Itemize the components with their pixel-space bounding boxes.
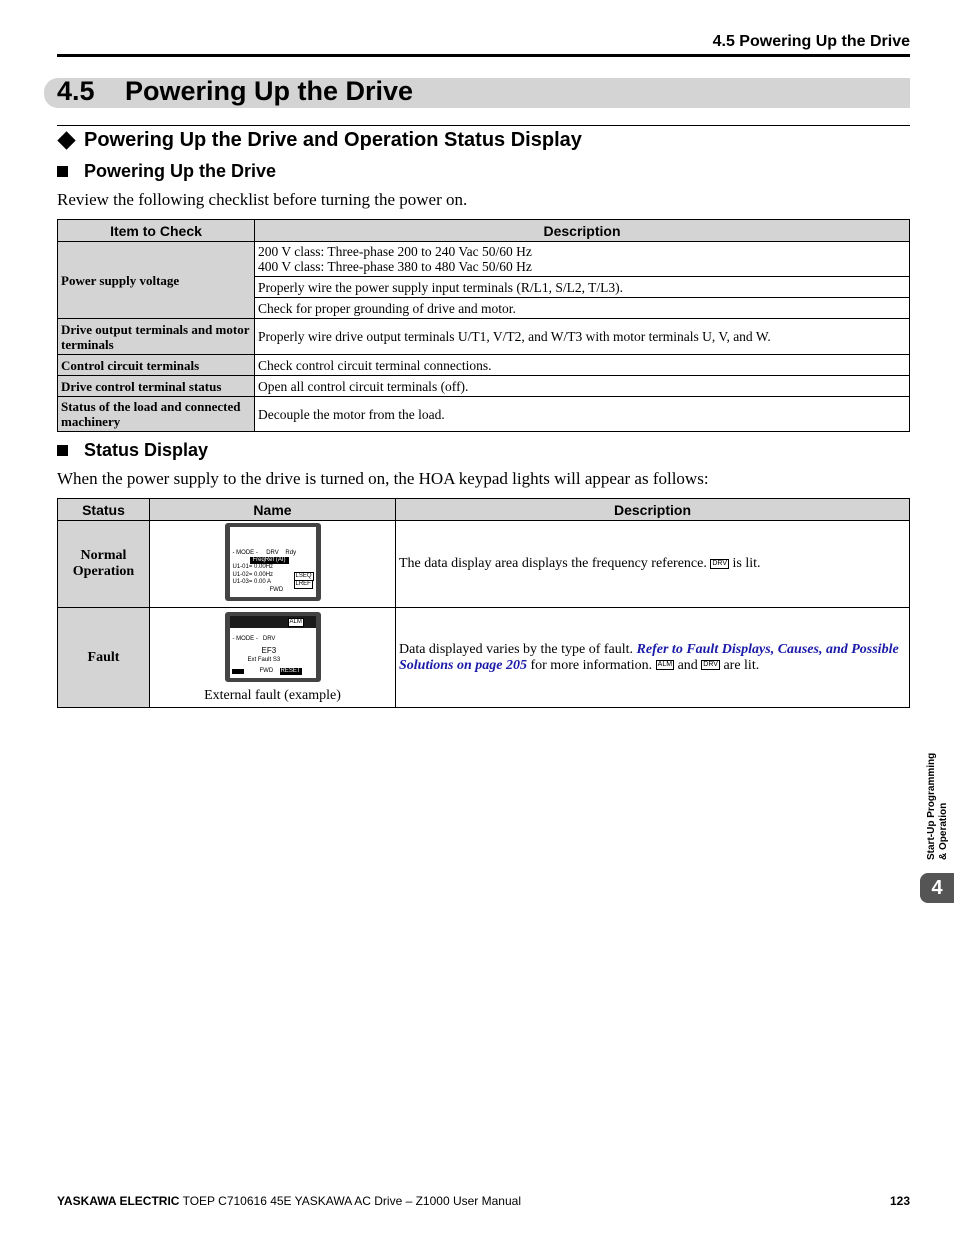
lcd-alm-tag: ALM [289,618,302,625]
description-cell: Check control circuit terminal connections. [255,355,910,376]
name-cell [150,521,396,608]
description-cell: Open all control circuit terminals (off). [255,376,910,397]
subsection-title: Powering Up the Drive [84,161,277,181]
table-row [58,242,910,277]
item-cell: Status of the load and connected machinery [58,397,255,432]
table-row [58,397,910,432]
voltage-200v-line: 200 V class: Three-phase 200 to 240 Vac 50/60 Hz [258,244,532,259]
lcd-freqref-line: FreqRef (AI) [250,557,289,564]
name-cell [150,608,396,708]
fault-displays-link[interactable]: Refer to Fault Displays, Causes, and Possible Solutions on page 205 [399,641,899,673]
chapter-title-text: Powering Up the Drive [125,76,414,106]
table-row [58,521,910,608]
lcd-u101-line: U1-01= 0.00Hz [232,564,274,570]
lcd-screen [230,527,316,597]
alm-indicator-icon: ALM [657,661,673,669]
normal-desc-text: The data display area displays the frequency reference. [399,556,707,571]
voltage-400v-line: 400 V class: Three-phase 380 to 480 Vac 50/60 Hz [258,259,532,274]
subsection-title: Status Display [84,440,209,460]
fault-desc-mid: for more information. [530,657,653,673]
item-cell: Power supply voltage [58,242,255,319]
description-cell [396,608,910,708]
table-row [58,608,910,708]
description-cell: Decouple the motor from the load. [255,397,910,432]
lcd-screen [230,616,316,678]
description-cell [396,521,910,608]
page-number: 123 [889,1194,910,1208]
column-header: Status [58,499,150,521]
fault-desc-text: Data displayed varies by the type of fault. [399,641,634,657]
column-header: Description [255,220,910,242]
drv-indicator-icon: DRV [703,661,718,669]
table-row [58,355,910,376]
lcd-u102-line: U1-02= 0.00Hz [232,572,274,578]
chapter-rule [57,125,910,126]
item-cell: Control circuit terminals [58,355,255,376]
diamond-bullet-icon [57,131,75,149]
lcd-fault-code: EF3 [261,645,277,655]
footer-doc-title: TOEP C710616 45E YASKAWA AC Drive – Z1000 User Manual [182,1194,521,1208]
fault-desc-suffix: are lit. [723,657,760,673]
column-header: Description [396,499,910,521]
section-title: Powering Up the Drive and Operation Status Display [84,129,582,151]
table-row [58,319,910,355]
status-cell: Fault [58,608,150,708]
header-rule [57,54,910,57]
lcd-mode-line [233,550,297,557]
table-row [58,376,910,397]
square-bullet-icon [57,445,68,456]
column-header: Item to Check [58,220,255,242]
column-header: Name [150,499,396,521]
lcd-softkey-bar [232,669,244,674]
status-display-table [57,498,910,708]
side-tab-label [926,753,950,860]
chapter-number-tab[interactable]: 4 [920,873,954,903]
status-cell: Normal Operation [58,521,150,608]
description-cell: Properly wire the power supply input terminals (R/L1, S/L2, T/L3). [255,277,910,298]
fault-desc-and: and [677,657,698,673]
lcd-fwd-label: FWD [269,587,284,593]
item-cell: Drive output terminals and motor terminals [58,319,255,355]
normal-desc-suffix: is lit. [732,556,761,571]
footer-document-info [57,1194,521,1208]
drv-indicator-icon: DRV [712,559,727,567]
lcd-fault-text: Ext Fault S3 [247,656,281,663]
lcd-lseq-tag: LSEQ [295,573,312,579]
table-header-row [58,499,910,521]
chapter-number: 4.5 [57,76,95,106]
subsection-heading-status [57,440,208,461]
lcd-fwd-label: FWD [259,667,274,674]
square-bullet-icon [57,166,68,177]
footer-brand: YASKAWA ELECTRIC [57,1194,180,1208]
running-header: 4.5 Powering Up the Drive [712,33,910,50]
table-header-row [58,220,910,242]
keypad-lcd-fault [225,612,321,682]
checklist-intro: Review the following checklist before turning the power on. [57,190,468,209]
lcd-u103-line: U1-03= 0.00 A [232,579,272,585]
status-intro: When the power supply to the drive is turned on, the HOA keypad lights will appear as follows: [57,469,709,488]
lcd-drv-label: DRV [266,550,279,556]
keypad-lcd-normal-operation [225,523,321,601]
item-cell: Drive control terminal status [58,376,255,397]
side-tab-line1: Start-Up Programming [926,752,937,860]
checklist-table [57,219,910,432]
fault-caption: External fault (example) [204,687,341,703]
lcd-reset-key: RESET [280,667,301,674]
lcd-lref-tag: LREF [295,581,311,587]
description-cell: Properly wire drive output terminals U/T1, V/T2, and W/T3 with motor terminals U, V, and W. [255,319,910,355]
description-cell: Check for proper grounding of drive and motor. [255,298,910,319]
subsection-heading-powering [57,161,276,182]
lcd-drv-label: DRV [262,635,276,642]
chapter-title [57,76,413,107]
description-cell [255,242,910,277]
section-heading [56,129,582,152]
lcd-mode-label: - MODE - [232,635,258,642]
lcd-mode-label: - MODE - [232,550,258,556]
side-tab-line2: & Operation [938,802,949,860]
lcd-rdy-label: Rdy [285,550,297,556]
lcd-mode-line [233,636,276,643]
